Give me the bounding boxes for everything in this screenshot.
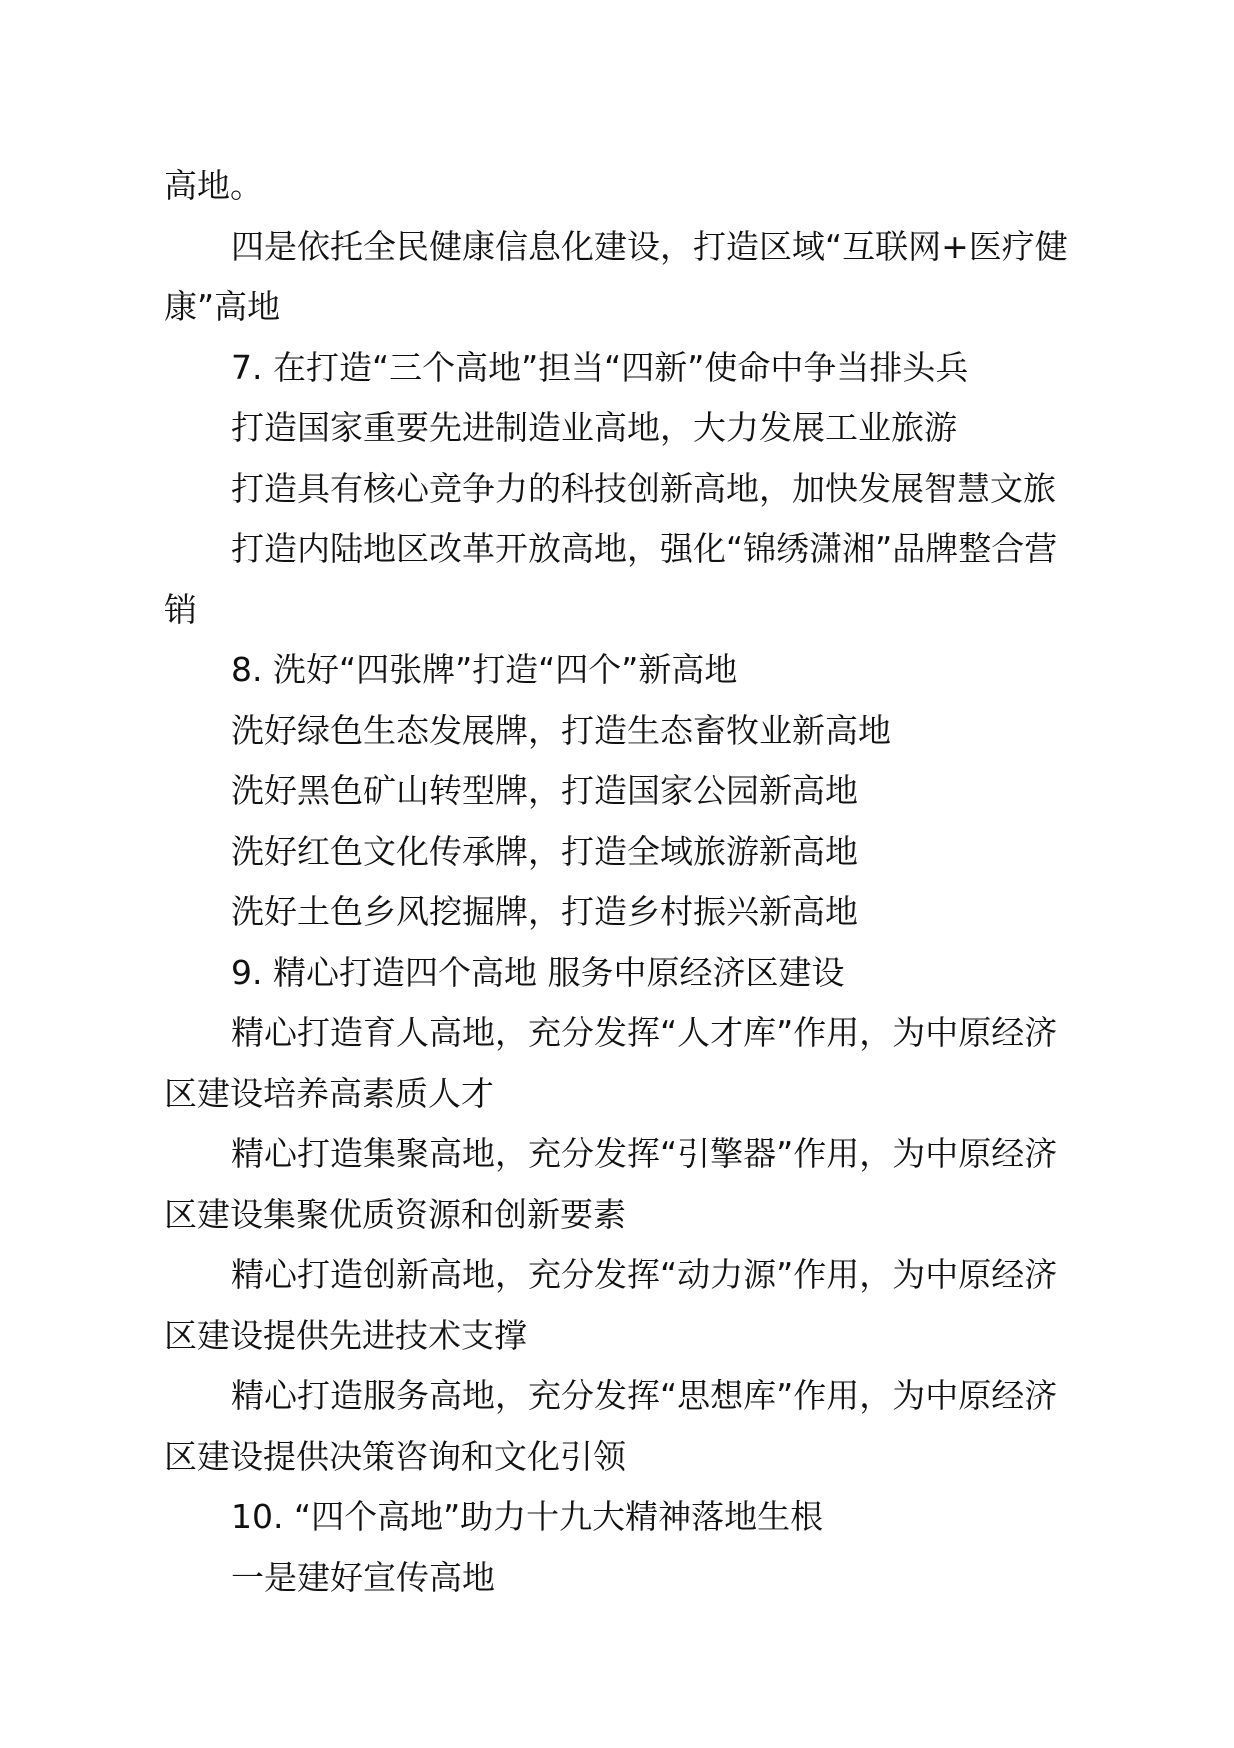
text-line: 康”高地 — [164, 287, 281, 326]
text-line: 区建设集聚优质资源和创新要素 — [164, 1194, 626, 1234]
text-line: 洗好红色文化传承牌，打造全域旅游新高地 — [231, 831, 858, 871]
text-line: 区建设提供决策咨询和文化引领 — [164, 1436, 626, 1476]
text-line: 打造具有核心竞争力的科技创新高地，加快发展智慧文旅 — [231, 468, 1056, 508]
text-line: 精心打造服务高地，充分发挥“思想库”作用，为中原经济 — [231, 1376, 1058, 1415]
text-line: 一是建好宣传高地 — [231, 1557, 495, 1597]
text-line: 精心打造集聚高地，充分发挥“引擎器”作用，为中原经济 — [231, 1134, 1058, 1173]
text-line: 洗好黑色矿山转型牌，打造国家公园新高地 — [231, 771, 858, 810]
section-heading: 7. 在打造“三个高地”担当“四新”使命中争当排头兵 — [231, 347, 969, 387]
text-line: 打造内陆地区改革开放高地，强化“锦绣潇湘”品牌整合营 — [231, 529, 1058, 568]
text-line: 区建设培养高素质人才 — [164, 1073, 494, 1113]
section-heading: 10. “四个高地”助力十九大精神落地生根 — [231, 1497, 824, 1536]
text-line: 洗好绿色生态发展牌，打造生态畜牧业新高地 — [231, 710, 891, 750]
text-line: 洗好土色乡风挖掘牌，打造乡村振兴新高地 — [231, 892, 858, 931]
text-line: 销 — [164, 589, 197, 629]
text-line: 精心打造育人高地，充分发挥“人才库”作用，为中原经济 — [231, 1013, 1058, 1052]
section-heading: 9. 精心打造四个高地 服务中原经济区建设 — [231, 952, 845, 992]
document-body — [164, 156, 1114, 1608]
text-line: 区建设提供先进技术支撑 — [164, 1315, 527, 1355]
text-line: 精心打造创新高地，充分发挥“动力源”作用，为中原经济 — [231, 1255, 1058, 1294]
section-heading: 8. 洗好“四张牌”打造“四个”新高地 — [231, 650, 738, 689]
text-line: 高地。 — [164, 166, 263, 205]
text-line: 四是依托全民健康信息化建设，打造区域“互联网+医疗健 — [231, 226, 1068, 266]
text-line: 打造国家重要先进制造业高地，大力发展工业旅游 — [231, 408, 957, 447]
